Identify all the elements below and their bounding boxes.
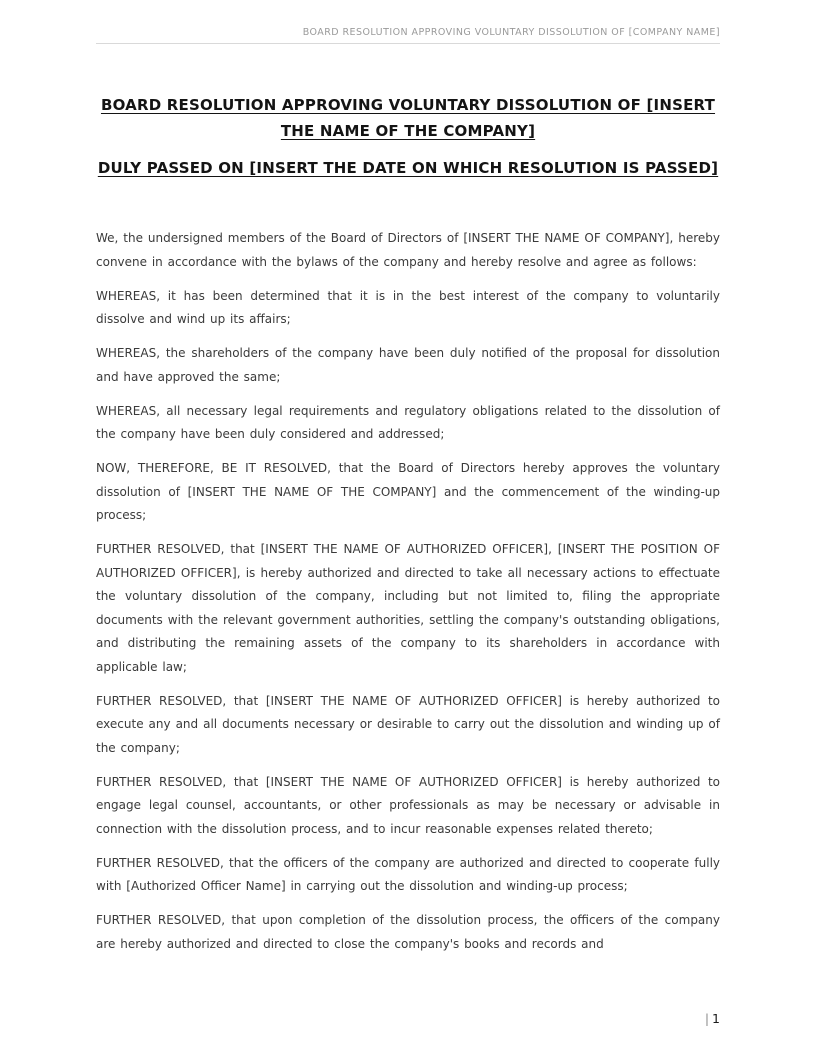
page-footer	[705, 1011, 720, 1026]
body-paragraph: FURTHER RESOLVED, that upon completion of the dissolution process, the officers of the company are hereby authorized and directed to close the company's books and records and	[96, 913, 720, 951]
body-paragraph: FURTHER RESOLVED, that [INSERT THE NAME OF AUTHORIZED OFFICER], [INSERT THE POSITION OF AUTHORIZED OFFICER], is hereby authorized and directed to take all necessary actions to effectuate the voluntary dissolution of the company, including but not limited to, filing the appropriate documents with the relevant government authorities, settling the company's outstanding obligations, and distributing the remaining assets of the company to its shareholders in accordance with applicable law;	[96, 542, 720, 674]
document-body	[96, 227, 720, 956]
running-header-text: BOARD RESOLUTION APPROVING VOLUNTARY DISSOLUTION OF [COMPANY NAME]	[302, 27, 720, 38]
body-paragraph: We, the undersigned members of the Board of Directors of [INSERT THE NAME OF COMPANY], hereby convene in accordance with the bylaws of the company and hereby resolve and agree as follows:	[96, 231, 720, 269]
document-subtitle: DULY PASSED ON [INSERT THE DATE ON WHICH RESOLUTION IS PASSED]	[97, 159, 719, 177]
page-number: 1	[712, 1011, 720, 1026]
body-paragraph: NOW, THEREFORE, BE IT RESOLVED, that the Board of Directors hereby approves the voluntary dissolution of [INSERT THE NAME OF THE COMPANY] and the commencement of the winding-up process;	[96, 461, 720, 522]
footer-separator: |	[704, 1011, 710, 1026]
document-title: BOARD RESOLUTION APPROVING VOLUNTARY DISSOLUTION OF [INSERT THE NAME OF THE COMPANY]	[100, 96, 716, 140]
body-paragraph: WHEREAS, it has been determined that it is in the best interest of the company to voluntarily dissolve and wind up its affairs;	[96, 288, 720, 326]
body-paragraph: FURTHER RESOLVED, that [INSERT THE NAME OF AUTHORIZED OFFICER] is hereby authorized to execute any and all documents necessary or desirable to carry out the dissolution and winding up of the company;	[96, 693, 720, 755]
body-paragraph: FURTHER RESOLVED, that [INSERT THE NAME OF AUTHORIZED OFFICER] is hereby authorized to engage legal counsel, accountants, or other professionals as may be necessary or advisable in connection with the dissolution process, and to incur reasonable expenses related thereto;	[96, 774, 720, 836]
running-header	[96, 26, 720, 44]
body-paragraph: WHEREAS, the shareholders of the company have been duly notified of the proposal for dissolution and have approved the same;	[96, 346, 720, 384]
body-paragraph: FURTHER RESOLVED, that the officers of the company are authorized and directed to cooperate fully with [Authorized Officer Name] in carrying out the dissolution and winding-up process;	[96, 855, 720, 893]
body-paragraph: WHEREAS, all necessary legal requirements and regulatory obligations related to the dissolution of the company have been duly considered and addressed;	[96, 403, 720, 441]
